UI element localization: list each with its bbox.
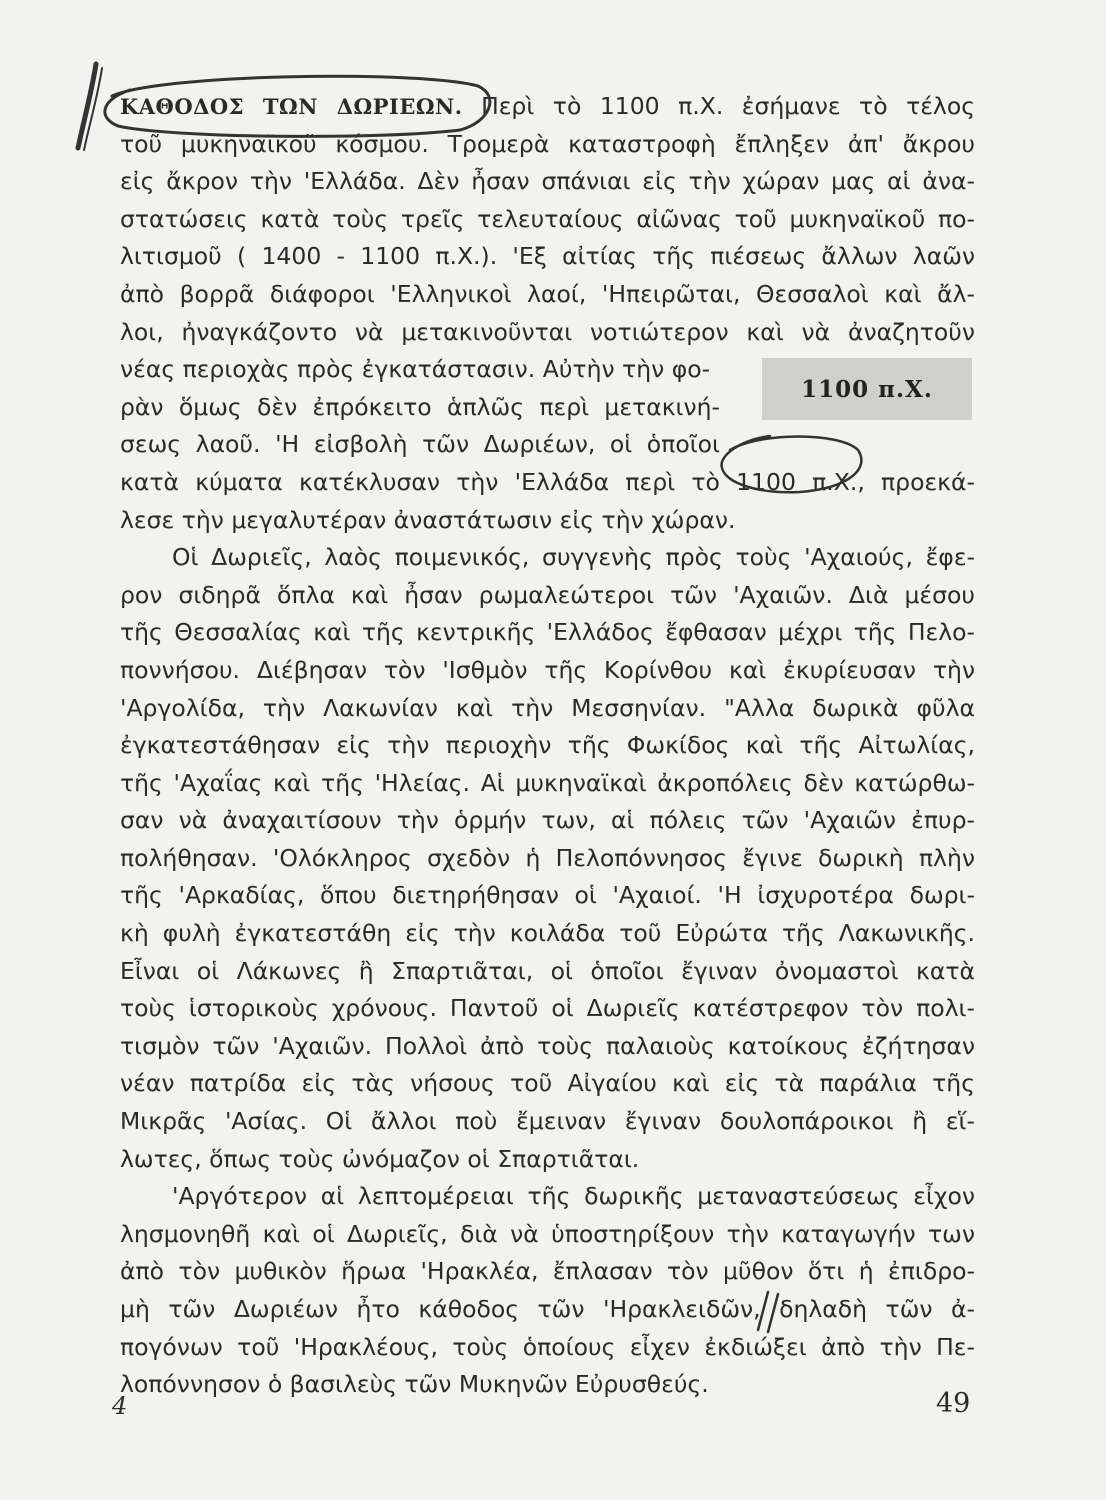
text-line: νέας περιοχὰς πρὸς ἐγκατάστασιν. Αὐτὴν τὴν φο- [120,355,711,384]
text-line: ρον σιδηρᾶ ὅπλα καὶ ἦσαν ρωμαλεώτεροι τῶν 'Αχαιῶν. Διὰ μέσου [120,580,975,609]
text-line: ἀπὸ βορρᾶ διάφοροι 'Ελληνικοὶ λαοί, 'Ηπειρῶται, Θεσσαλοὶ καὶ ἄλ- [120,279,975,308]
text-line: Μικρᾶς 'Ασίας. Οἱ ἄλλοι ποὺ ἔμειναν ἔγιναν δουλοπάροικοι ἢ εἵ- [120,1107,975,1136]
text-line: πολήθησαν. 'Ολόκληρος σχεδὸν ἡ Πελοπόννησος ἔγινε δωρικὴ πλὴν [120,843,975,872]
text-line: πογόνων τοῦ 'Ηρακλέους, τοὺς ὁποίους εἶχεν ἐκδιώξει ἀπὸ τὴν Πε- [120,1332,975,1361]
signature-mark: 4 [112,1392,128,1420]
text-line: λοπόννησον ὁ βασιλεὺς τῶν Μυκηνῶν Εὐρυσθεύς. [120,1370,709,1399]
margin-date-note: 1100 π.Χ. [762,358,972,420]
text-line: λεσε τὴν μεγαλυτέραν ἀναστάτωσιν εἰς τὴν χώραν. [120,505,736,534]
text-line: τισμὸν τῶν 'Αχαιῶν. Πολλοὶ ἀπὸ τοὺς παλαιοὺς κατοίκους ἐζήτησαν [120,1031,975,1060]
text-line: σεως λαοῦ. 'Η εἰσβολὴ τῶν Δωριέων, οἱ ὁποῖοι [120,430,720,459]
text-line: λοι, ἠναγκάζοντο νὰ μετακινοῦνται νοτιώτερον καὶ νὰ ἀναζητοῦν [120,317,975,346]
section-heading: ΚΑΘΟΔΟΣ ΤΩΝ ΔΩΡΙΕΩΝ. [120,94,463,119]
text-line: στατώσεις κατὰ τοὺς τρεῖς τελευταίους αἰῶνας τοῦ μυκηναϊκοῦ πο- [120,204,975,233]
text-line: ρὰν ὅμως δὲν ἐπρόκειτο ἁπλῶς περὶ μετακινή- [120,392,720,421]
text-line: Εἶναι οἱ Λάκωνες ἢ Σπαρτιᾶται, οἱ ὁποῖοι ἔγιναν ὀνομαστοὶ κατὰ [120,956,975,985]
text-line: τῆς Θεσσαλίας καὶ τῆς κεντρικῆς 'Ελλάδος ἔφθασαν μέχρι τῆς Πελο- [120,618,975,647]
text-line: 'Αργότερον αἱ λεπτομέρειαι τῆς δωρικῆς μεταναστεύσεως εἶχον [172,1182,975,1211]
text-line: λωτες, ὅπως τοὺς ὠνόμαζον οἱ Σπαρτιᾶται. [120,1144,640,1173]
text-line: ἐγκατεστάθησαν εἰς τὴν περιοχὴν τῆς Φωκίδος καὶ τῆς Αἰτωλίας, [120,731,975,760]
text-line: λιτισμοῦ ( 1400 - 1100 π.Χ.). 'Εξ αἰτίας τῆς πιέσεως ἄλλων λαῶν [120,242,975,271]
text-line: εἰς ἄκρον τὴν 'Ελλάδα. Δὲν ἦσαν σπάνιαι εἰς τὴν χώραν μας αἱ ἀνα- [120,167,975,196]
text-line: λησμονηθῆ καὶ οἱ Δωριεῖς, διὰ νὰ ὑποστηρίξουν τὴν καταγωγήν των [120,1219,975,1248]
text-line: τῆς 'Αχαΐας καὶ τῆς 'Ηλείας. Αἱ μυκηναϊκαὶ ἀκροπόλεις δὲν κατώρθω- [120,768,975,797]
text-line: Οἱ Δωριεῖς, λαὸς ποιμενικός, συγγενὴς πρὸς τοὺς 'Αχαιούς, ἔφε- [172,543,975,572]
text-line: τῆς 'Αρκαδίας, ὅπου διετηρήθησαν οἱ 'Αχαιοί. 'Η ἰσχυροτέρα δωρι- [120,881,975,910]
text-line: νέαν πατρίδα εἰς τὰς νήσους τοῦ Αἰγαίου καὶ εἰς τὰ παράλια τῆς [120,1069,975,1098]
text-line: 'Αργολίδα, τὴν Λακωνίαν καὶ τὴν Μεσσηνίαν. "Αλλα δωρικὰ φῦλα [120,693,975,722]
text-line: τοὺς ἱστορικοὺς χρόνους. Παντοῦ οἱ Δωριεῖς κατέστρεφον τὸν πολι- [120,994,975,1023]
text-line: ἀπὸ τὸν μυθικὸν ἥρωα 'Ηρακλέα, ἔπλασαν τὸν μῦθον ὅτι ἡ ἐπιδρο- [120,1257,975,1286]
page-number: 49 [936,1388,971,1419]
text-line-1: ΚΑΘΟΔΟΣ ΤΩΝ ΔΩΡΙΕΩΝ. Περὶ τὸ 1100 π.Χ. ἐσήμανε τὸ τέλος [120,92,975,120]
margin-slash-mark [78,64,96,148]
text-line: μὴ τῶν Δωριέων ἦτο κάθοδος τῶν 'Ηρακλειδῶν, δηλαδὴ τῶν ἀ- [120,1295,975,1323]
text-line: κατὰ κύματα κατέκλυσαν τὴν 'Ελλάδα περὶ τὸ 1100 π.Χ., προεκά- [120,467,975,496]
text-line: σαν νὰ ἀναχαιτίσουν τὴν ὁρμήν των, αἱ πόλεις τῶν 'Αχαιῶν ἐπυρ- [120,806,975,835]
text-line: τοῦ μυκηναϊκοῦ κόσμου. Τρομερὰ καταστροφὴ ἔπληξεν ἀπ' ἄκρου [120,129,975,158]
text-line: ποννήσου. Διέβησαν τὸν 'Ισθμὸν τῆς Κορίνθου καὶ ἐκυρίευσαν τὴν [120,655,975,684]
margin-slash-mark [84,68,102,150]
text-line: κὴ φυλὴ ἐγκατεστάθη εἰς τὴν κοιλάδα τοῦ Εὐρώτα τῆς Λακωνικῆς. [120,919,975,948]
body-text [120,88,975,1404]
